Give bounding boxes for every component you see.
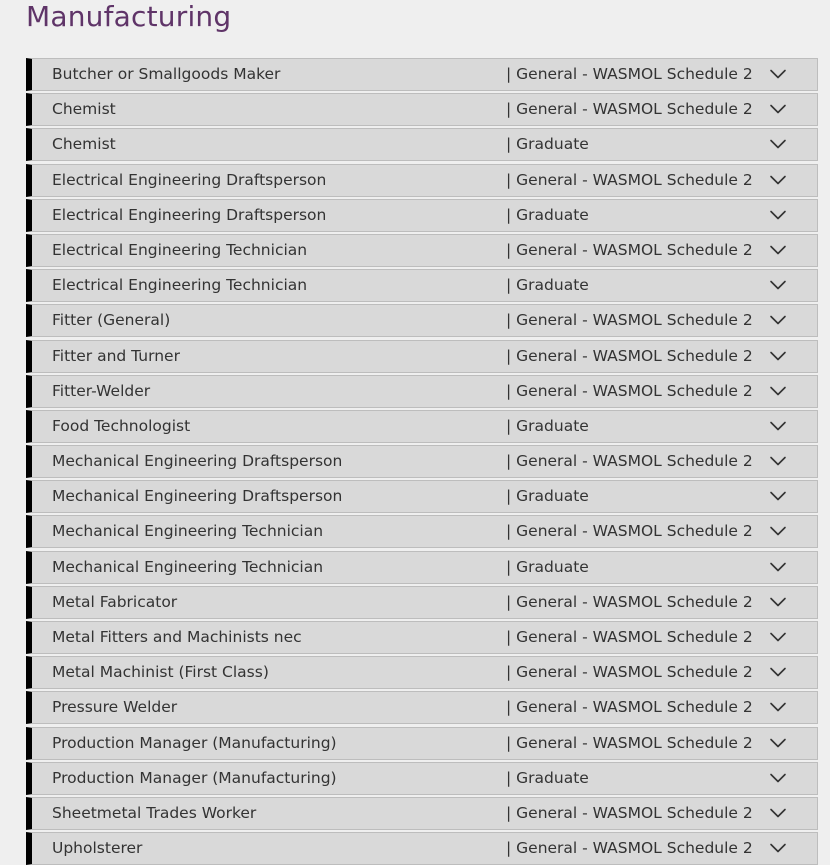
page-title: Manufacturing — [26, 0, 232, 33]
occupation-name: Metal Fitters and Machinists nec — [52, 628, 302, 646]
accordion-row[interactable] — [26, 304, 818, 337]
occupation-category: | General - WASMOL Schedule 2 — [506, 839, 753, 858]
occupation-name: Pressure Welder — [52, 698, 178, 717]
occupation-category: | Graduate — [506, 487, 589, 506]
accordion-row[interactable] — [26, 58, 818, 91]
chevron-down-icon — [769, 842, 787, 854]
chevron-down-icon — [769, 420, 787, 432]
occupation-category: | General - WASMOL Schedule 2 — [506, 346, 753, 365]
chevron-down-icon — [769, 103, 787, 115]
occupation-category: | Graduate — [506, 557, 589, 576]
occupation-category: | General - WASMOL Schedule 2 — [506, 240, 753, 259]
occupation-category: | General - WASMOL Schedule 2 — [506, 170, 753, 189]
chevron-down-icon — [769, 314, 787, 326]
occupation-name: Mechanical Engineering Technician — [52, 522, 324, 541]
chevron-down-icon — [769, 807, 787, 819]
chevron-down-icon — [769, 596, 787, 608]
accordion-row[interactable] — [26, 656, 818, 689]
occupation-category: | General - WASMOL Schedule 2 — [506, 65, 753, 83]
occupation-category: | General - WASMOL Schedule 2 — [506, 733, 753, 752]
chevron-down-icon — [769, 631, 787, 643]
occupation-name: Electrical Engineering Draftsperson — [52, 170, 327, 189]
occupation-category: | Graduate — [506, 768, 589, 787]
occupation-category: | General - WASMOL Schedule 2 — [506, 628, 753, 646]
occupation-name: Metal Machinist (First Class) — [52, 663, 269, 682]
occupation-name: Chemist — [52, 100, 116, 119]
occupation-category: | General - WASMOL Schedule 2 — [506, 381, 753, 400]
accordion-row[interactable] — [26, 551, 818, 584]
chevron-down-icon — [769, 68, 787, 80]
chevron-down-icon — [769, 279, 787, 291]
accordion-row[interactable] — [26, 234, 818, 267]
chevron-down-icon — [769, 385, 787, 397]
occupation-category: | General - WASMOL Schedule 2 — [506, 663, 753, 682]
accordion-row[interactable] — [26, 410, 818, 443]
occupation-name: Electrical Engineering Technician — [52, 240, 308, 259]
occupation-name: Upholsterer — [52, 839, 143, 858]
occupation-name: Production Manager (Manufacturing) — [52, 768, 337, 787]
accordion-row[interactable] — [26, 621, 818, 654]
chevron-down-icon — [769, 350, 787, 362]
accordion-row[interactable] — [26, 727, 818, 760]
occupation-category: | Graduate — [506, 276, 589, 295]
occupation-category: | Graduate — [506, 135, 589, 154]
occupation-name: Mechanical Engineering Draftsperson — [52, 452, 343, 471]
occupation-name: Electrical Engineering Technician — [52, 276, 308, 295]
chevron-down-icon — [769, 174, 787, 186]
chevron-down-icon — [769, 701, 787, 713]
occupation-category: | Graduate — [506, 416, 589, 435]
accordion-row[interactable] — [26, 515, 818, 548]
chevron-down-icon — [769, 666, 787, 678]
accordion-row[interactable] — [26, 586, 818, 619]
occupation-category: | Graduate — [506, 205, 589, 224]
chevron-down-icon — [769, 772, 787, 784]
occupation-name: Mechanical Engineering Technician — [52, 557, 324, 576]
accordion-row[interactable] — [26, 340, 818, 373]
occupation-name: Fitter (General) — [52, 311, 171, 330]
occupation-name: Chemist — [52, 135, 116, 154]
accordion-row[interactable] — [26, 480, 818, 513]
chevron-down-icon — [769, 138, 787, 150]
occupation-accordion-list — [26, 58, 818, 865]
occupation-category: | General - WASMOL Schedule 2 — [506, 452, 753, 471]
chevron-down-icon — [769, 244, 787, 256]
accordion-row[interactable] — [26, 269, 818, 302]
occupation-name: Food Technologist — [52, 416, 191, 435]
occupation-category: | General - WASMOL Schedule 2 — [506, 698, 753, 717]
chevron-down-icon — [769, 455, 787, 467]
accordion-row[interactable] — [26, 762, 818, 795]
occupation-name: Butcher or Smallgoods Maker — [52, 65, 281, 83]
chevron-down-icon — [769, 490, 787, 502]
accordion-row[interactable] — [26, 832, 818, 865]
occupation-name: Fitter-Welder — [52, 381, 151, 400]
accordion-row[interactable] — [26, 93, 818, 126]
occupation-name: Production Manager (Manufacturing) — [52, 733, 337, 752]
accordion-row[interactable] — [26, 445, 818, 478]
occupation-category: | General - WASMOL Schedule 2 — [506, 522, 753, 541]
occupation-name: Fitter and Turner — [52, 346, 180, 365]
accordion-row[interactable] — [26, 797, 818, 830]
chevron-down-icon — [769, 737, 787, 749]
occupation-category: | General - WASMOL Schedule 2 — [506, 592, 753, 611]
chevron-down-icon — [769, 525, 787, 537]
occupation-name: Electrical Engineering Draftsperson — [52, 205, 327, 224]
occupation-category: | General - WASMOL Schedule 2 — [506, 803, 753, 822]
accordion-row[interactable] — [26, 128, 818, 161]
occupation-category: | General - WASMOL Schedule 2 — [506, 100, 753, 119]
occupation-name: Sheetmetal Trades Worker — [52, 803, 257, 822]
occupation-name: Metal Fabricator — [52, 592, 178, 611]
chevron-down-icon — [769, 209, 787, 221]
chevron-down-icon — [769, 561, 787, 573]
accordion-row[interactable] — [26, 691, 818, 724]
occupation-category: | General - WASMOL Schedule 2 — [506, 311, 753, 330]
accordion-row[interactable] — [26, 375, 818, 408]
accordion-row[interactable] — [26, 164, 818, 197]
accordion-row[interactable] — [26, 199, 818, 232]
occupation-name: Mechanical Engineering Draftsperson — [52, 487, 343, 506]
